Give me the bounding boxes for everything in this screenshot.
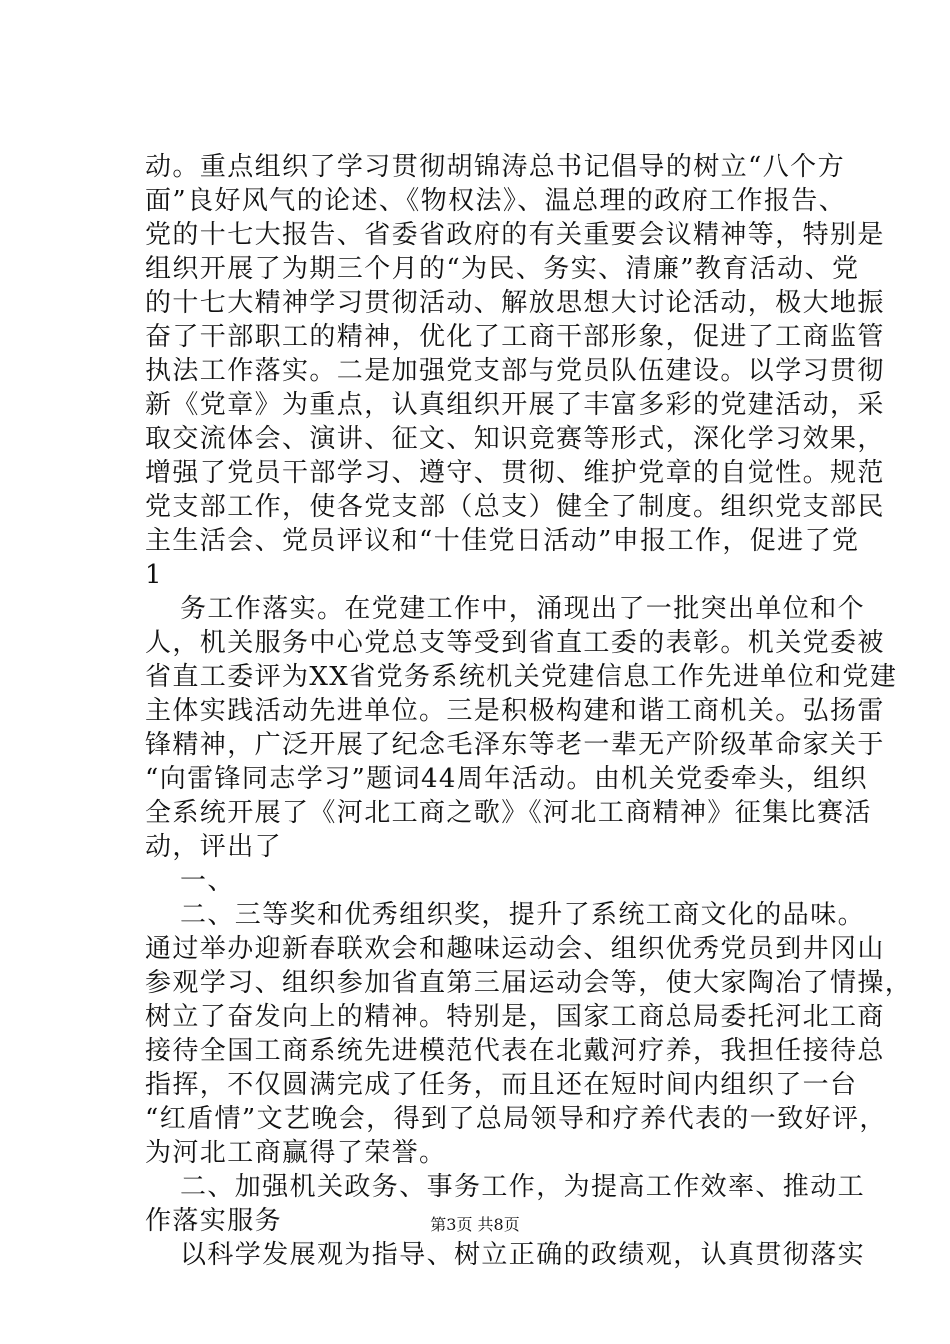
text-line: 务工作落实。在党建工作中，涌现出了一批突出单位和个 (180, 594, 866, 624)
document-body (145, 150, 913, 1272)
text-line: 党的十七大报告、省委省政府的有关重要会议精神等，特别是 (145, 220, 885, 250)
page-footer: 第3页 共8页 (430, 1215, 520, 1234)
text-line: 党支部工作，使各党支部（总支）健全了制度。组织党支部民 (145, 492, 885, 522)
text-line: 为河北工商赢得了荣誉。 (145, 1138, 447, 1168)
text-line: 以科学发展观为指导、树立正确的政绩观，认真贯彻落实 (180, 1240, 866, 1270)
text-line: 全系统开展了《河北工商之歌》《河北工商精神》征集比赛活 (145, 798, 872, 828)
text-line: 新《党章》为重点，认真组织开展了丰富多彩的党建活动，采 (145, 390, 885, 420)
text-line: 的十七大精神学习贯彻活动、解放思想大讨论活动，极大地振 (145, 288, 885, 318)
text-line: 参观学习、组织参加省直第三届运动会等，使大家陶冶了情操， (145, 968, 913, 998)
text-line: 锋精神，广泛开展了纪念毛泽东等老一辈无产阶级革命家关于 (145, 730, 885, 760)
text-line: 1 (145, 560, 163, 590)
text-line: 人，机关服务中心党总支等受到省直工委的表彰。机关党委被 (145, 628, 885, 658)
text-line: 二、加强机关政务、事务工作，为提高工作效率、推动工 (180, 1172, 866, 1202)
text-line: 主生活会、党员评议和“十佳党日活动”申报工作，促进了党 (145, 526, 860, 556)
text-line: “红盾情”文艺晚会，得到了总局领导和疗养代表的一致好评， (145, 1104, 887, 1134)
text-line: 动，评出了 (145, 832, 283, 862)
text-line: 面”良好风气的论述、《物权法》、温总理的政府工作报告、 (145, 186, 847, 216)
text-line: 一、 (180, 866, 235, 896)
text-line: 接待全国工商系统先进模范代表在北戴河疗养，我担任接待总 (145, 1036, 885, 1066)
text-line: “向雷锋同志学习”题词44周年活动。由机关党委牵头，组织 (145, 764, 868, 794)
text-line: 作落实服务 (145, 1206, 283, 1236)
text-line: 树立了奋发向上的精神。特别是，国家工商总局委托河北工商 (145, 1002, 885, 1032)
text-line: 增强了党员干部学习、遵守、贯彻、维护党章的自觉性。规范 (145, 458, 885, 488)
text-line: 执法工作落实。二是加强党支部与党员队伍建设。以学习贯彻 (145, 356, 885, 386)
text-line: 奋了干部职工的精神，优化了工商干部形象，促进了工商监管 (145, 322, 885, 352)
text-line: 主体实践活动先进单位。三是积极构建和谐工商机关。弘扬雷 (145, 696, 885, 726)
text-line: 通过举办迎新春联欢会和趣味运动会、组织优秀党员到井冈山 (145, 934, 885, 964)
text-line: 组织开展了为期三个月的“为民、务实、清廉”教育活动、党 (145, 254, 860, 284)
text-line: 动。重点组织了学习贯彻胡锦涛总书记倡导的树立“八个方 (145, 152, 845, 182)
text-line: 省直工委评为XX省党务系统机关党建信息工作先进单位和党建 (145, 662, 898, 692)
text-line: 指挥，不仅圆满完成了任务，而且还在短时间内组织了一台 (145, 1070, 858, 1100)
text-line: 二、三等奖和优秀组织奖，提升了系统工商文化的品味。 (180, 900, 866, 930)
text-line: 取交流体会、演讲、征文、知识竞赛等形式，深化学习效果， (145, 424, 885, 454)
